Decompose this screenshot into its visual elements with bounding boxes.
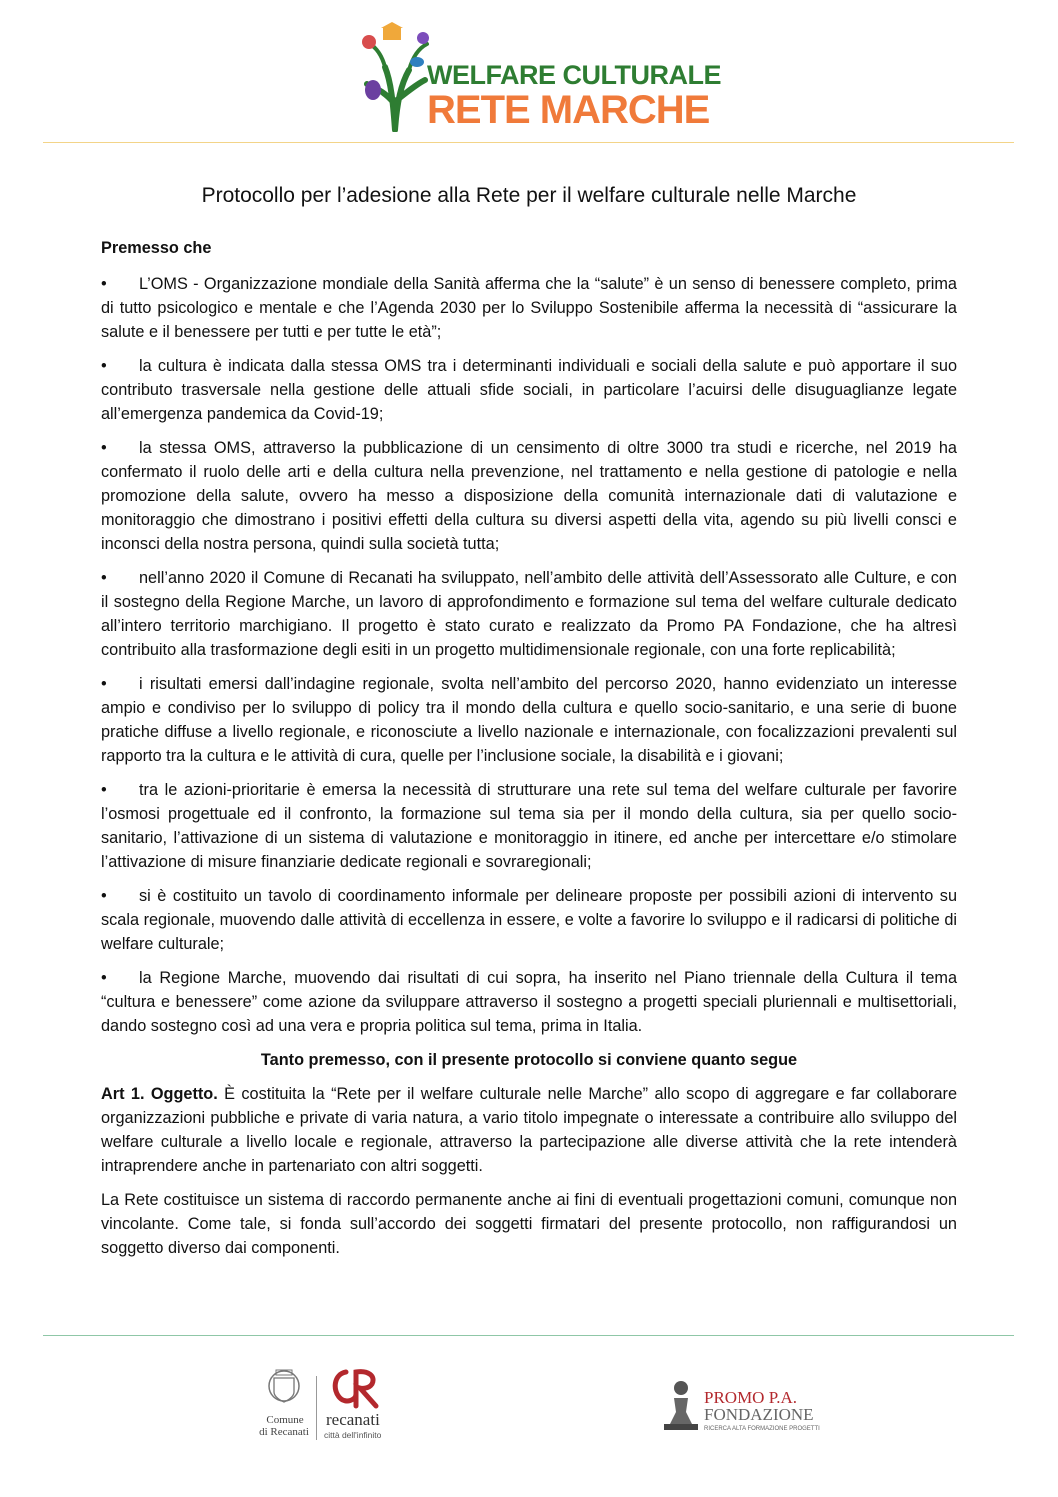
list-item (101, 436, 957, 556)
header-divider (43, 142, 1014, 143)
list-item (101, 884, 957, 956)
article-1-text: È costituita la “Rete per il welfare culturale nelle Marche” allo scopo di aggregare e far collaborare organizzazioni pubbliche e private di varia natura, a vario titolo impegnate o interessate a contribuire allo sviluppo del welfare culturale a livello locale e regionale, attraverso la partecipazione alle diverse attività che la rete intenderà intraprendere anche in partenariato con altri soggetti. (101, 1085, 958, 1175)
promo-tagline: RICERCA ALTA FORMAZIONE PROGETTI (704, 1426, 820, 1432)
bullet-symbol: • (101, 439, 107, 457)
list-item (101, 672, 957, 768)
logo-title-line2: RETE MARCHE (427, 88, 710, 132)
bullet-symbol: • (101, 275, 107, 293)
article-1-paragraph (101, 1082, 957, 1178)
list-item-text: i risultati emersi dall’indagine regionale, svolta nell’ambito del percorso 2020, hanno evidenziato un interesse ampio e condiviso per lo sviluppo di policy tra il mondo della cultura e quello socio-sanitario, e una serie di buone pratiche diffuse a livello regionale, e riconosciute a livello nazionale e internazionale, con focalizzazioni prevalenti sul rapporto tra la cultura e le attività di cura, quelle per l’inclusione sociale, la disabilità e i giovani; (101, 675, 957, 765)
list-item-text: nell’anno 2020 il Comune di Recanati ha sviluppato, nell’ambito delle attività dell’Assessorato alle Culture, e con il sostegno della Regione Marche, un lavoro di approfondimento e formazione sul tema del welfare culturale dedicato all’intero territorio marchigiano. Il progetto è stato curato e realizzato da Promo PA Fondazione, che ha altresì contribuito alla trasformazione degli esiti in un progetto multidimensionale regionale, con una forte replicabilità; (101, 569, 957, 659)
footer-divider (43, 1335, 1014, 1336)
coat-of-arms-icon (262, 1366, 306, 1410)
list-item-text: L’OMS - Organizzazione mondiale della Sanità afferma che la “salute” è un senso di benessere completo, prima di tutto psicologico e mentale e che l’Agenda 2030 per lo Sviluppo Sostenibile afferma la necessità di “assicurare la salute e il benessere per tutti e per tutte le età”; (101, 275, 957, 341)
bullet-symbol: • (101, 887, 107, 905)
bullet-symbol: • (101, 969, 107, 987)
document-title: Protocollo per l’adesione alla Rete per il welfare culturale nelle Marche (201, 184, 857, 207)
comune-line2: di Recanati (259, 1426, 309, 1438)
welfare-culturale-logo (355, 22, 721, 132)
rete-paragraph: La Rete costituisce un sistema di raccordo permanente anche ai fini di eventuali progettazioni comuni, comunque non vincolante. Come tale, si fonda sull’accordo dei soggetti firmatari del presente protocollo, non raffigurandosi un soggetto diverso dai componenti. (101, 1191, 957, 1257)
comune-line1: Comune (266, 1414, 304, 1426)
recanati-r-icon (328, 1366, 388, 1410)
recanati-name: recanati (326, 1410, 380, 1429)
premesso-heading: Premesso che (101, 239, 212, 257)
logo-separator (316, 1376, 317, 1440)
bullet-symbol: • (101, 357, 107, 375)
comune-recanati-logo (258, 1366, 398, 1446)
logo-title-line1: WELFARE CULTURALE (427, 60, 721, 90)
list-item-text: la Regione Marche, muovendo dai risultati di cui sopra, ha inserito nel Piano triennale della Cultura il tema “cultura e benessere” come azione da sviluppare attraverso il sostegno a progetti speciali pluriennali e multisettoriali, dando sostegno così ad una vera e propria politica sul tema, prima in Italia. (101, 969, 957, 1035)
list-item (101, 354, 957, 426)
list-item (101, 778, 957, 874)
list-item-text: tra le azioni-prioritarie è emersa la necessità di strutturare una rete sul tema del welfare culturale per favorire l’osmosi progettuale ed il confronto, la formazione sul tema sia per il mondo della cultura, sia per quello socio-sanitario, l’attivazione di un sistema di valutazione e monitoraggio in itinere, ed anche per intercettare e/o stimolare l’attivazione di misure finanziarie dedicate regionali e sovraregionali; (101, 781, 957, 871)
list-item (101, 566, 957, 662)
list-item (101, 966, 957, 1038)
promo-line2: FONDAZIONE (704, 1405, 814, 1424)
list-item-text: la stessa OMS, attraverso la pubblicazione di un censimento di oltre 3000 tra studi e ricerche, nel 2019 ha confermato il ruolo delle arti e della cultura nella prevenzione, nel trattamento e nella gestione di patologie e nella promozione della salute, ovvero ha messo a disposizione della comunità internazionale dati di valutazione e monitoraggio che dimostrano i positivi effetti della cultura su diversi aspetti della vita, agendo su più livelli consci e inconsci della nostra persona, quindi sulla società tutta; (101, 439, 957, 553)
list-item-text: si è costituito un tavolo di coordinamento informale per delineare proposte per possibili azioni di intervento su scala regionale, muovendo dalle attività di eccellenza in essere, e volte a favorire lo sviluppo e il radicarsi di politiche di welfare culturale; (101, 887, 957, 953)
bullet-symbol: • (101, 675, 107, 693)
article-1-label: Art 1. Oggetto. (101, 1085, 218, 1103)
recanati-tagline: città dell'infinito (324, 1430, 382, 1440)
bullet-symbol: • (101, 781, 107, 799)
list-item-text: la cultura è indicata dalla stessa OMS tra i determinanti individuali e sociali della salute e può apportare il suo contributo trasversale nella gestione delle attuali sfide sociali, in particolare l’acuirsi delle disuguaglianze legate all’emergenza pandemica da Covid-19; (101, 357, 957, 423)
tanto-premesso-heading: Tanto premesso, con il presente protocollo si conviene quanto segue (260, 1051, 798, 1069)
tree-logo-icon (355, 22, 435, 132)
chess-pawn-icon (660, 1378, 702, 1434)
promo-pa-logo (660, 1378, 820, 1438)
bullet-symbol: • (101, 569, 107, 587)
list-item (101, 272, 957, 344)
document-body (101, 236, 957, 1270)
promo-line1: PROMO P.A. (704, 1388, 798, 1407)
